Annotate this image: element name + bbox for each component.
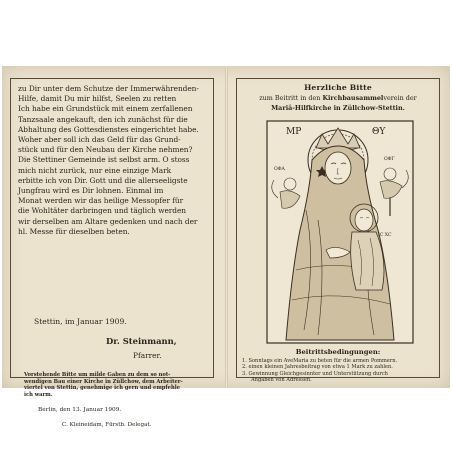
card-fold [225, 66, 228, 388]
text-line: 2. einen kleinen Jahresbeitrag von etwa 1 Mark zu zahlen. [242, 364, 393, 371]
icon-label-left-angel: ΟΦΑ [274, 167, 285, 172]
icon-label-child: IC XC [378, 233, 392, 238]
page-title: Herzliche Bitte [304, 83, 372, 92]
endorsement-date: Berlin, den 13. Januar 1909. [38, 407, 122, 413]
text-line: Hilfe, damit Du mir hilfst, Seelen zu retten [18, 94, 177, 104]
text-line: Jungfrau wird es Dir lohnen. Einmal im [18, 186, 164, 196]
conditions-title: Beitrittsbedingungen: [295, 348, 381, 356]
text-line: Vorstehende Bitte um milde Gaben zu dem so not- [24, 372, 171, 378]
text-line: hl. Messe für dieselben beten. [18, 226, 130, 236]
icon-label-theta: ΘΥ [372, 127, 386, 137]
text-line: Angaben von Adressen. [251, 376, 312, 383]
text-line: Abhaltung des Gottesdienstes eingerichtet habe. [18, 124, 199, 134]
membership-line-prefix: zum Beitritt in den [259, 94, 323, 102]
madonna-icon [266, 120, 414, 344]
text-line: Ich habe ein Grundstück mit einem zerfallenen [18, 104, 193, 114]
text-line: ich warm. [24, 391, 53, 398]
endorsement-text [24, 372, 206, 398]
endorsement-signature: C. Kleineidam, Fürstb. Delegat. [62, 422, 152, 428]
conditions-list [242, 358, 438, 383]
text-line: wir derselben am Altare gedenken und nach der [18, 216, 198, 226]
text-line: 3. Gewinnung Gleichgesinnter und Unterstützung durch [242, 370, 388, 377]
text-line: Woher aber soll ich das Geld für das Grund- [18, 135, 181, 145]
appeal-date: Stettin, im Januar 1909. [34, 317, 127, 326]
text-line: stück und für den Neubau der Kirche nehmen? [18, 145, 193, 155]
signature-title: Pfarrer. [133, 351, 162, 360]
text-line: viertel von Stettin, genehmige ich gern und empfehle [24, 385, 181, 392]
text-line: mich nicht zurück, nur eine einzige Mark [18, 165, 172, 175]
text-line: 1. Sonntags ein AveMaria zu beten für die armen Pommern. [242, 358, 398, 364]
appeal-text [18, 84, 208, 237]
text-line: Tanzsaale angekauft, den ich zunächst für die [18, 114, 188, 124]
membership-line-bold: Kirchbausammel [322, 94, 384, 102]
church-name-line: Mariä-Hilfkirche in Züllchow-Stettin. [271, 104, 405, 112]
membership-line-suffix: verein der [383, 94, 417, 102]
left-page [6, 74, 218, 428]
text-line: Die Stettiner Gemeinde ist selbst arm. O stoss [18, 155, 190, 165]
signature-name: Dr. Steinmann, [106, 336, 177, 346]
text-line: erbitte ich von Dir. Gott und die allerseeligste [18, 175, 188, 185]
right-page [232, 74, 444, 382]
icon-label-right-angel: ΟΦΓ [384, 157, 395, 162]
text-line: Monat werden wir das heilige Messopfer für [18, 196, 184, 206]
text-line: die Wohltäter darbringen und täglich werden [18, 206, 186, 216]
text-line: wendigen Bau einer Kirche in Züllchow, dem Arbeiter- [24, 378, 183, 385]
icon-label-mp: MP [286, 127, 302, 137]
text-line: zu Dir unter dem Schutze der Immerwährenden- [18, 84, 199, 93]
membership-line [232, 94, 444, 102]
